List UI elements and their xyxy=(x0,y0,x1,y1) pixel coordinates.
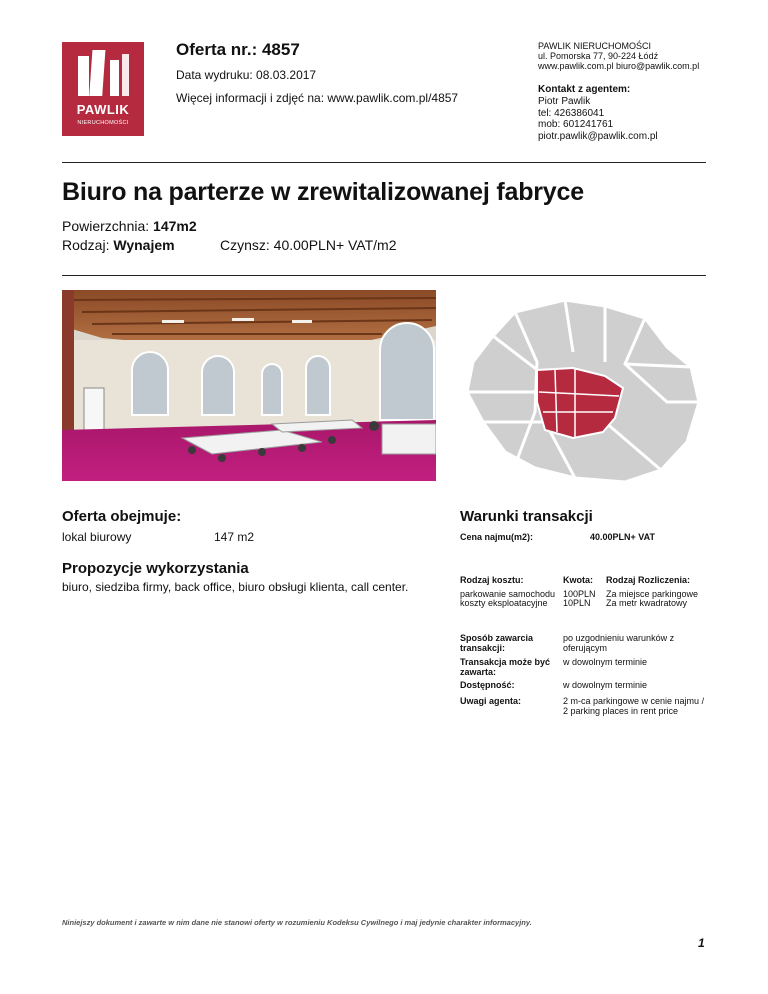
type-line xyxy=(62,237,175,253)
area-label: Powierzchnia: xyxy=(62,218,154,234)
agent-tel: tel: 426386041 xyxy=(538,107,605,119)
district-map xyxy=(455,292,705,484)
scope-value: 147 m2 xyxy=(214,530,255,544)
terms-heading: Warunki transakcji xyxy=(460,508,593,525)
rent-line: Czynsz: 40.00PLN+ VAT/m2 xyxy=(220,237,397,253)
company-web-email[interactable]: www.pawlik.com.pl biuro@pawlik.com.pl xyxy=(538,61,700,71)
cost-header-billing: Rodzaj Rozliczenia: xyxy=(606,575,691,585)
cost-amount: 10PLN xyxy=(563,598,591,608)
logo-subtitle: NIERUCHOMOŚCI xyxy=(77,120,129,126)
cost-billing: Za metr kwadratowy xyxy=(606,598,688,608)
area-line xyxy=(62,218,197,234)
company-info xyxy=(538,41,699,71)
offer-number: Oferta nr.: 4857 xyxy=(176,40,300,59)
detail-label: Uwagi agenta: xyxy=(460,696,522,706)
office-photo xyxy=(62,290,436,481)
detail-value: w dowolnym terminie xyxy=(563,680,648,690)
detail-value: 2 m-ca parkingowe w cenie najmu / 2 parking places in rent price xyxy=(563,696,705,716)
city-map-icon xyxy=(455,292,705,484)
page-number: 1 xyxy=(698,936,705,950)
area-value: 147m2 xyxy=(153,218,197,234)
divider xyxy=(62,162,706,163)
detail-value: po uzgodnieniu warunków z oferującym xyxy=(563,633,675,653)
cost-billing: Za miejsce parkingowe xyxy=(606,589,699,599)
usage-heading: Propozycje wykorzystania xyxy=(62,560,249,577)
agent-email[interactable]: piotr.pawlik@pawlik.com.pl xyxy=(538,130,658,142)
detail-label: Transakcja może być zawarta: xyxy=(460,657,551,677)
detail-value: w dowolnym terminie xyxy=(563,657,648,667)
cost-type: koszty eksploatacyjne xyxy=(460,598,548,608)
scope-item: lokal biurowy xyxy=(62,530,132,544)
print-date: Data wydruku: 08.03.2017 xyxy=(176,68,317,82)
price-value: 40.00PLN+ VAT xyxy=(590,532,655,542)
logo-name: PAWLIK xyxy=(76,102,130,117)
contact-title: Kontakt z agentem: xyxy=(538,84,631,95)
agent-mobile: mob: 601241761 xyxy=(538,119,614,130)
divider xyxy=(62,275,706,276)
company-logo xyxy=(62,42,144,136)
company-address: ul. Pomorska 77, 90-224 Łódź xyxy=(538,51,659,61)
more-info-link[interactable]: Więcej informacji i zdjęć na: www.pawlik.com.pl/4857 xyxy=(176,91,459,105)
type-value: Wynajem xyxy=(113,237,175,253)
disclaimer: Niniejszy dokument i zawarte w nim dane nie stanowi oferty w rozumieniu Kodeksu Cywilnego i maj jedynie charakter informacyjny. xyxy=(62,918,532,927)
detail-label: Sposób zawarcia transakcji: xyxy=(460,633,534,653)
cost-amount: 100PLN xyxy=(563,589,596,599)
type-label: Rodzaj: xyxy=(62,237,114,253)
cost-header-amount: Kwota: xyxy=(563,575,593,585)
cost-header-type: Rodzaj kosztu: xyxy=(460,575,524,585)
price-label: Cena najmu(m2): xyxy=(460,532,534,542)
usage-text: biuro, siedziba firmy, back office, biuro obsługi klienta, call center. xyxy=(62,580,409,594)
agent-name: Piotr Pawlik xyxy=(538,96,591,107)
listing-title: Biuro na parterze w zrewitalizowanej fabryce xyxy=(62,178,584,206)
cost-type: parkowanie samochodu xyxy=(460,589,556,599)
scope-heading: Oferta obejmuje: xyxy=(62,508,182,525)
detail-label: Dostępność: xyxy=(460,680,515,690)
company-name: PAWLIK NIERUCHOMOŚCI xyxy=(538,41,652,51)
contact-info xyxy=(538,96,658,142)
